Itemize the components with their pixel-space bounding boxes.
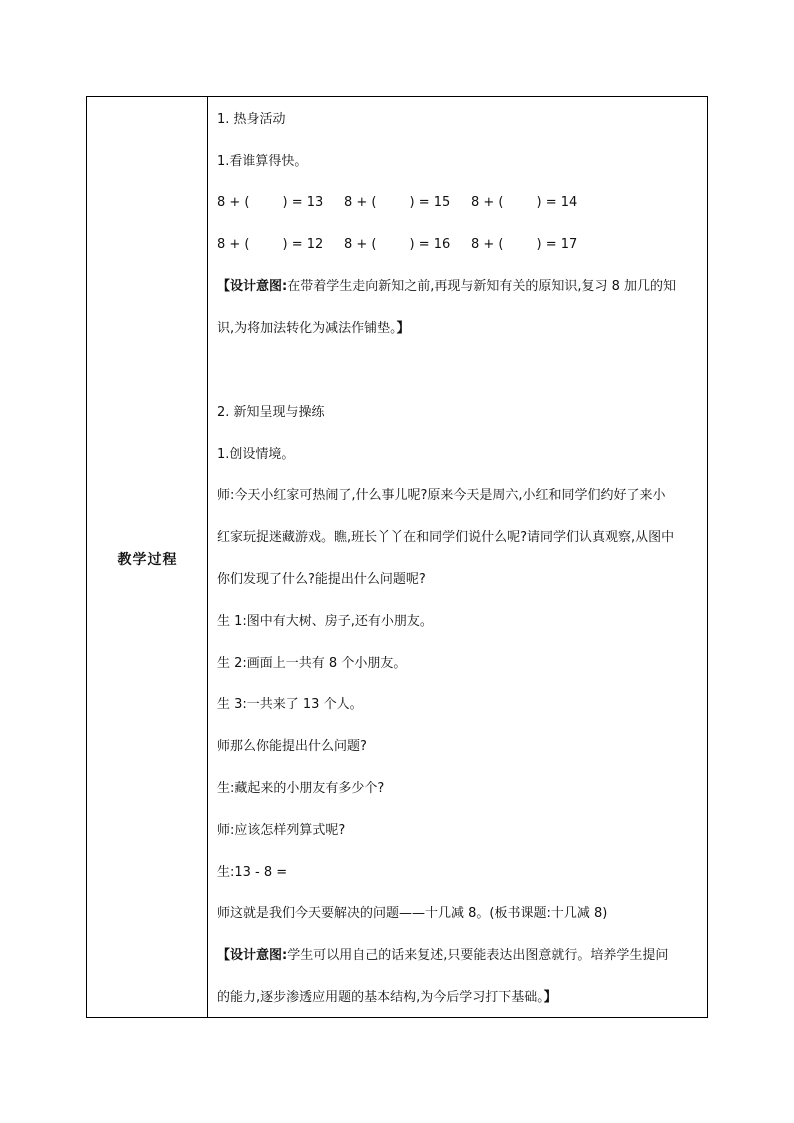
warmup-subheading: 1.看谁算得快。 [217,154,308,169]
teacher-line-1a: 师:今天小红家可热闹了,什么事儿呢?原来今天是周六,小红和同学们约好了来小 [217,488,666,503]
teacher-line-1c: 你们发现了什么?能提出什么问题呢? [217,572,426,587]
student-line-5: 生:13 - 8 = [217,865,288,880]
new-knowledge-heading: 2. 新知呈现与操练 [217,405,325,420]
lesson-table [86,96,708,1018]
teacher-line-4: 师这就是我们今天要解决的问题——十几减 8。(板书课题:十几减 8) [217,906,608,921]
new-knowledge-subheading: 1.创设情境。 [217,447,295,462]
design-note-1-line-1: 【设计意图:在带着学生走向新知之前,再现与新知有关的原知识,复习 8 加几的知 [217,279,677,294]
student-line-1: 生 1:图中有大树、房子,还有小朋友。 [217,614,433,629]
design-note-2-line-1: 【设计意图:学生可以用自己的话来复述,只要能表达出图意就行。培养学生提问 [217,948,669,963]
teacher-line-2: 师那么你能提出什么问题? [217,739,367,754]
equation-row-1: 8 + ( ) = 13 8 + ( ) = 15 8 + ( ) = 14 [217,195,578,210]
student-line-3: 生 3:一共来了 13 个人。 [217,697,363,712]
design-note-1-line-2: 识,为将加法转化为减法作铺垫。】 [217,321,410,336]
student-line-2: 生 2:画面上一共有 8 个小朋友。 [217,656,407,671]
warmup-heading: 1. 热身活动 [217,112,286,127]
content-cell [208,97,707,1017]
teacher-line-3: 师:应该怎样列算式呢? [217,823,346,838]
label-cell [87,97,208,1017]
design-note-2-line-2: 的能力,逐步渗透应用题的基本结构,为今后学习打下基础。】 [217,990,557,1005]
teacher-line-1b: 红家玩捉迷藏游戏。瞧,班长丫丫在和同学们说什么呢?请同学们认真观察,从图中 [217,530,675,545]
row-label: 教学过程 [117,552,178,568]
student-line-4: 生:藏起来的小朋友有多少个? [217,781,385,796]
equation-row-2: 8 + ( ) = 12 8 + ( ) = 16 8 + ( ) = 17 [217,237,578,252]
